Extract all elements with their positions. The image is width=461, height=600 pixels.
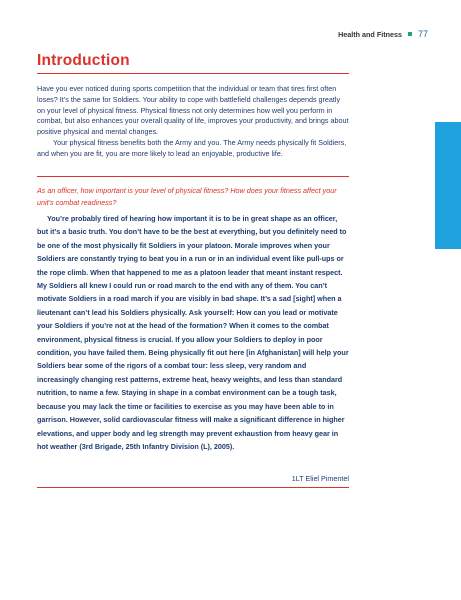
green-square-marker <box>408 32 412 36</box>
interview-question: As an officer, how important is your level of physical fitness? How does your fitness affect your unit’s combat readiness? <box>37 186 337 207</box>
interview-top-rule <box>37 176 349 177</box>
interview-bottom-rule <box>37 487 349 488</box>
interview-answer: You’re probably tired of hearing how important it is to be in great shape as an officer, but it’s a basic truth. You don’t have to be the best at everything, but you definitely need to be one of the most physically fit Soldiers in your platoon. Morale improves when your Soldiers are constantly trying to beat you in a run or in an individual event like pull-ups or the rope climb. When that happened to me as a platoon leader that meant instant respect. My Soldiers all knew I could run or road march to the end with any of them. You can’t motivate Soldiers in a road march if you are visibly in bad shape. It’s a sad [sight] when a lieutenant can’t lead his Soldiers physically. Ask yourself: How can you lead or motivate your Soldiers if you’re not at the head of the formation? When it comes to the combat environment, physical fitness is crucial. If you allow your Soldiers to deploy in poor condition, you have failed them. Being physically fit out here [in Afghanistan] will help your Soldiers bear some of the rigors of a combat tour: less sleep, very random and increasingly changing rest patterns, extreme heat, heavy weights, and less than standard nutrition, to name a few. Staying in shape in a combat environment can be a tough task, because you may lack the time or facilities to exercise as you may have been able to in garrison. However, solid cardiovascular fitness will make a significant difference in higher elevations, and upper body and leg strength may prevent exhaustion from heavy gear in hot weather (3rd Brigade, 25th Infantry Division (L), 2005). <box>37 214 349 451</box>
section-title: Introduction <box>37 52 130 69</box>
intro-paragraph-2: Your physical fitness benefits both the Army and you. The Army needs physically fit Soldiers, and when you are fit, you are more likely to lead an enjoyable, productive life. <box>37 137 347 158</box>
chapter-side-tab <box>435 122 461 249</box>
running-head <box>338 29 428 39</box>
interview-attribution: 1LT Eliel Pimentel <box>291 474 349 483</box>
intro-paragraph-1: Have you ever noticed during sports competition that the individual or team that tires first often loses? It’s the same for Soldiers. Your ability to cope with battlefield challenges depends greatly on your level of physical fitness. Physical fitness not only determines how well you perform in combat, but also enhances your overall quality of life, improves your productivity, and brings about positive physical and mental changes. <box>37 84 349 137</box>
page-number: 77 <box>417 29 428 39</box>
running-head-section: Health and Fitness <box>338 29 402 39</box>
intro-text <box>37 84 350 160</box>
title-rule <box>37 73 349 74</box>
